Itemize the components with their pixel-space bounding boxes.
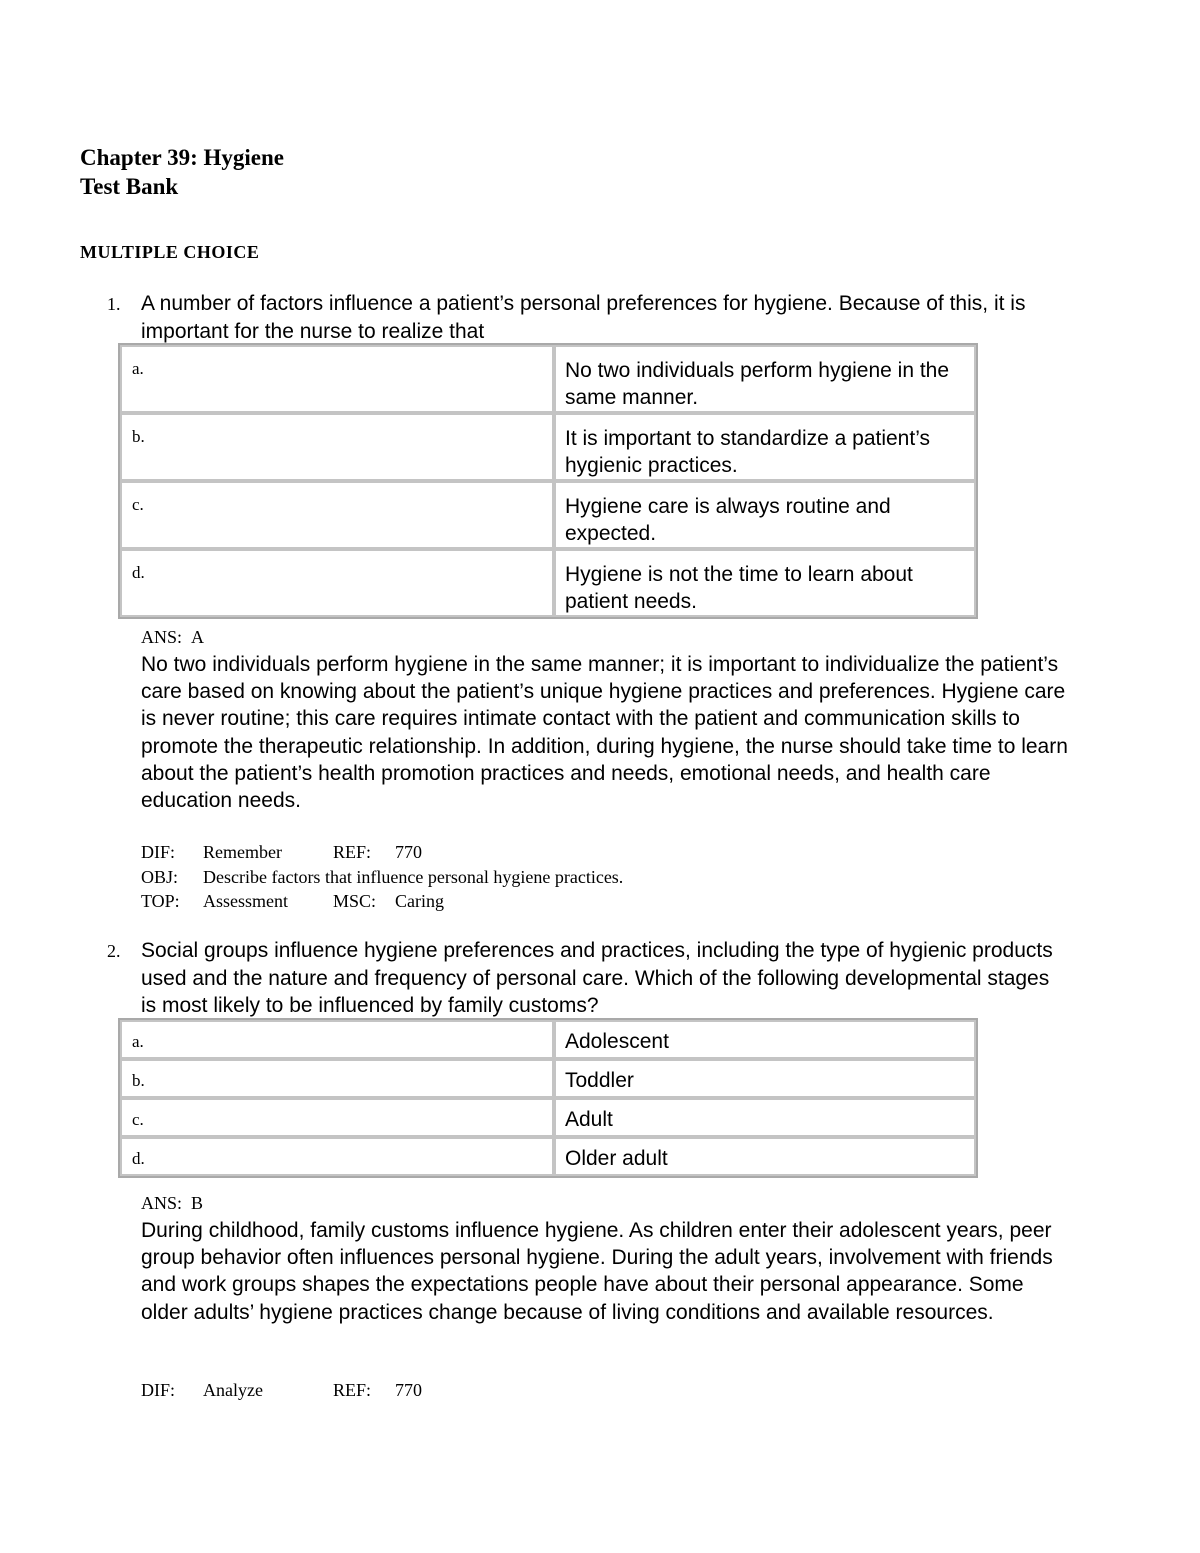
choice-text: Older adult xyxy=(554,1137,976,1176)
question-1-choices-table xyxy=(118,343,978,619)
question-2-number: 2. xyxy=(107,941,121,961)
test-bank-subtitle: Test Bank xyxy=(80,174,179,199)
question-1-number: 1. xyxy=(107,294,121,314)
question-1-metadata xyxy=(141,840,623,914)
dif-label: DIF: xyxy=(141,842,176,862)
question-1-rationale: No two individuals perform hygiene in the same manner; it is important to individualize the patient’s care based on knowing about the patient’s unique hygiene practices and preferences. Hygiene care is never routine; this care requires intimate contact with the patient and communication skills to promote the therapeutic relationship. In addition, during hygiene, the nurse should take time to learn about the patient’s health promotion practices and needs, emotional needs, and health care education needs. xyxy=(141,653,1068,813)
choice-letter: c. xyxy=(120,1098,554,1137)
question-2-answer xyxy=(141,1193,203,1214)
question-2-choices-table xyxy=(118,1018,978,1178)
obj-label: OBJ: xyxy=(141,866,179,887)
ref-value: 770 xyxy=(395,842,422,862)
ref-value: 770 xyxy=(395,1380,422,1400)
question-2-rationale: During childhood, family customs influence hygiene. As children enter their adolescent years, peer group behavior often influences personal hygiene. During the adult years, involvement with friends and work groups shapes the expectations people have about their personal appearance. Some older adults’ hygiene practices change because of living conditions and available resources. xyxy=(141,1219,1053,1324)
question-2-metadata xyxy=(141,1378,422,1403)
chapter-title: Chapter 39: Hygiene xyxy=(80,145,285,170)
choice-text: Hygiene care is always routine and expected. xyxy=(554,481,976,549)
choice-letter: c. xyxy=(120,481,554,549)
choice-row-a xyxy=(120,1020,976,1059)
choice-row-b xyxy=(120,413,976,481)
question-1-text: A number of factors influence a patient’s personal preferences for hygiene. Because of this, it is important for the nurse to realize that xyxy=(141,292,1026,343)
section-title: MULTIPLE CHOICE xyxy=(80,242,260,262)
choice-row-c xyxy=(120,481,976,549)
choice-letter: b. xyxy=(120,413,554,481)
choice-letter: a. xyxy=(120,1020,554,1059)
choice-text: Adolescent xyxy=(554,1020,976,1059)
choice-row-d xyxy=(120,1137,976,1176)
answer-label: ANS: xyxy=(141,1193,183,1213)
choice-text: Toddler xyxy=(554,1059,976,1098)
choice-row-b xyxy=(120,1059,976,1098)
choice-text: It is important to standardize a patient’s hygienic practices. xyxy=(554,413,976,481)
question-1-answer xyxy=(141,627,204,648)
answer-value: B xyxy=(191,1193,204,1213)
document-header xyxy=(80,143,284,201)
msc-value: Caring xyxy=(395,891,444,911)
ref-label: REF: xyxy=(333,1380,372,1400)
dif-label: DIF: xyxy=(141,1380,176,1400)
choice-letter: b. xyxy=(120,1059,554,1098)
obj-value: Describe factors that influence personal hygiene practices. xyxy=(203,866,624,887)
ref-label: REF: xyxy=(333,842,372,862)
answer-value: A xyxy=(191,627,205,647)
choice-letter: d. xyxy=(120,1137,554,1176)
choice-text: Adult xyxy=(554,1098,976,1137)
dif-value: Analyze xyxy=(203,1380,263,1400)
choice-row-c xyxy=(120,1098,976,1137)
choice-row-a xyxy=(120,345,976,413)
choice-row-d xyxy=(120,549,976,617)
msc-label: MSC: xyxy=(333,891,377,911)
top-label: TOP: xyxy=(141,891,180,911)
choice-letter: a. xyxy=(120,345,554,413)
choice-text: Hygiene is not the time to learn about patient needs. xyxy=(554,549,976,617)
choice-text: No two individuals perform hygiene in the same manner. xyxy=(554,345,976,413)
top-value: Assessment xyxy=(203,891,288,911)
dif-value: Remember xyxy=(203,842,282,862)
choice-letter: d. xyxy=(120,549,554,617)
question-2-text: Social groups influence hygiene preferences and practices, including the type of hygienic products used and the nature and frequency of personal care. Which of the following developmental stages is most likely to be influenced by family customs? xyxy=(141,939,1053,1017)
answer-label: ANS: xyxy=(141,627,183,647)
